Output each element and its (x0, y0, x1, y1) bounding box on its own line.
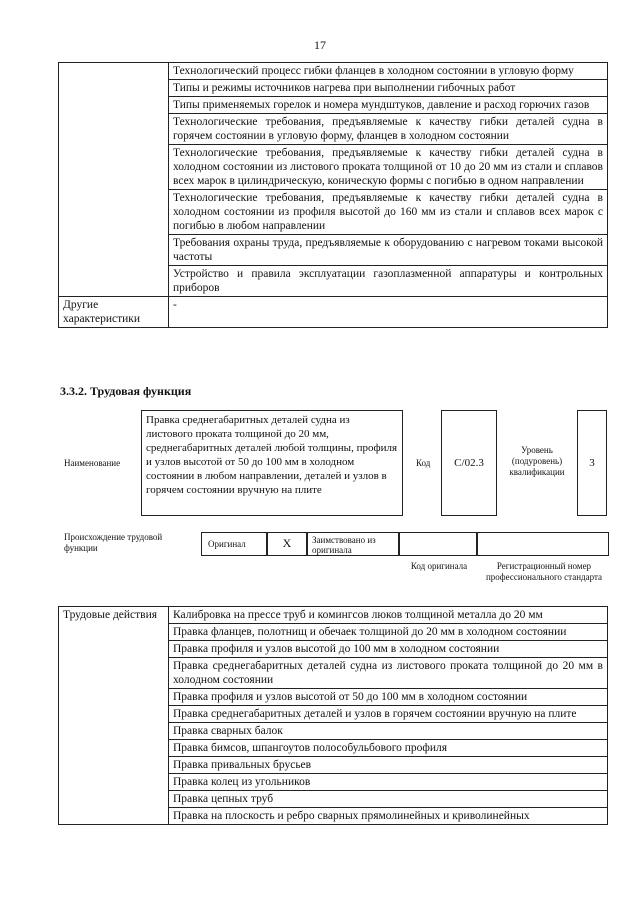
page-number: 17 (314, 38, 326, 52)
qualification-level-box: 3 (577, 410, 607, 516)
table-cell: Технологический процесс гибки фланцев в холодном состоянии в угловую форму (169, 63, 608, 80)
other-characteristics-label: Другие характеристики (59, 297, 169, 328)
table-row (59, 297, 608, 328)
origin-row (201, 532, 609, 556)
table-cell: Требования охраны труда, предъявляемые к оборудованию с нагревом токами высокой частоты (169, 235, 608, 266)
table-cell: Технологические требования, предъявляемые к качеству гибки деталей судна в холодном состоянии из профиля высотой до 160 мм из стали и сплавов всех марок с погибью в любом направлении (169, 190, 608, 235)
code-original-caption: Код оригинала (410, 561, 468, 571)
table-cell: Правка привальных брусьев (169, 757, 608, 774)
table-row (59, 63, 608, 80)
labor-actions-table (58, 606, 608, 825)
table-cell: Правка профиля и узлов высотой от 50 до 100 мм в холодном состоянии (169, 689, 608, 706)
table-cell: Типы и режимы источников нагрева при выполнении гибочных работ (169, 80, 608, 97)
name-label: Наименование (64, 458, 121, 468)
table-cell: Правка сварных балок (169, 723, 608, 740)
original-label: Оригинал (201, 532, 267, 556)
table-cell: Правка фланцев, полотнищ и обечаек толщиной до 20 мм в холодном состоянии (169, 624, 608, 641)
table-cell: Технологические требования, предъявляемые к качеству гибки деталей судна в холодном состоянии из листового проката толщиной от 10 до 20 мм из стали и сплавов всех марок в цилиндрическую, коническую формы с погибью в одном направлении (169, 145, 608, 190)
qualification-level-label: Уровень (подуровень) квалификации (509, 445, 565, 477)
table-cell: Правка цепных труб (169, 791, 608, 808)
table-row (59, 607, 608, 624)
function-code-box: C/02.3 (441, 410, 497, 516)
labor-actions-label: Трудовые действия (59, 607, 169, 825)
table-cell: Правка среднегабаритных деталей судна из листового проката толщиной до 20 мм в холодном состоянии (169, 658, 608, 689)
original-code-cell (399, 532, 477, 556)
borrowed-label: Заимствовано из оригинала (307, 532, 399, 556)
original-mark: X (267, 532, 307, 556)
table-cell: Правка профиля и узлов высотой до 100 мм в холодном состоянии (169, 641, 608, 658)
table-cell: Правка среднегабаритных деталей и узлов в горячем состоянии вручную на плите (169, 706, 608, 723)
table-cell: Технологические требования, предъявляемые к качеству гибки деталей судна в горячем состоянии в угловую форму, фланцев в холодном состоянии (169, 114, 608, 145)
function-name-box: Правка среднегабаритных деталей судна из листового проката толщиной до 20 мм, среднегабаритных деталей любой толщины, профиля и узлов высотой от 50 до 100 мм в холодном состоянии в любом направлении, деталей и узлов в горячем состоянии вручную на плите (141, 410, 403, 516)
registration-number-cell (477, 532, 609, 556)
table-cell: Калибровка на прессе труб и комингсов люков толщиной металла до 20 мм (169, 607, 608, 624)
registration-number-caption: Регистрационный номер профессионального стандарта (485, 561, 603, 582)
code-label: Код (416, 458, 431, 468)
table-cell: Правка колец из угольников (169, 774, 608, 791)
table-cell: Правка бимсов, шпангоутов полособульбового профиля (169, 740, 608, 757)
table-cell-empty (59, 63, 169, 297)
origin-label: Происхождение трудовой функции (64, 532, 163, 553)
table-cell: Типы применяемых горелок и номера мундштуков, давление и расход горючих газов (169, 97, 608, 114)
other-characteristics-value: - (169, 297, 608, 328)
section-heading: 3.3.2. Трудовая функция (60, 384, 192, 398)
table-cell: Устройство и правила эксплуатации газоплазменной аппаратуры и контрольных приборов (169, 266, 608, 297)
knowledge-table (58, 62, 608, 328)
table-cell: Правка на плоскость и ребро сварных прямолинейных и криволинейных (169, 808, 608, 825)
